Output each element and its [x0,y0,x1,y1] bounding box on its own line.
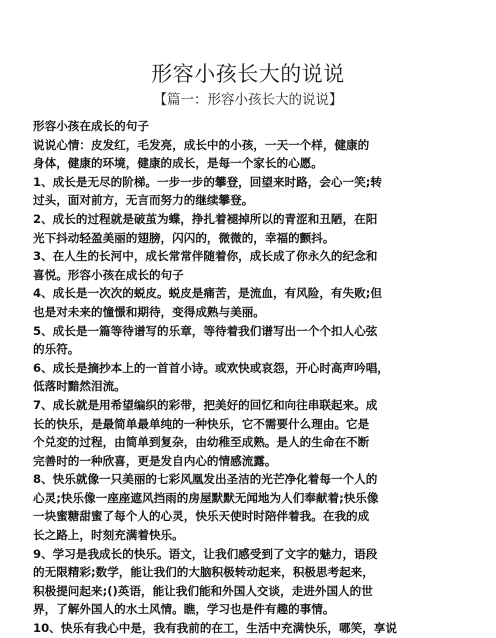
text-line: 6、成长是摘抄本上的一首首小诗。或欢快或哀怨，开心时高声吟唱， [33,360,389,375]
text-line: 1、成长是无尽的阶梯。一步一步的攀登，回望来时路，会心一笑;转 [33,174,382,189]
text-line: 9、学习是我成长的快乐。语文，让我们感受到了文字的魅力，语段 [33,546,378,561]
text-line: 8、快乐就像一只美丽的七彩风凰发出圣洁的光芒净化着每一个人的 [33,472,378,487]
text-line: 喜悦。形容小孩在成长的句子 [33,267,184,282]
body-text [33,117,443,638]
text-line: 长之路上，时刻充满着快乐。 [33,528,184,543]
text-line: 长的快乐，是最简单最单纯的一种快乐，它不需要什么理由。它是 [33,416,370,431]
text-line: 7、成长就是用希望编织的彩带，把美好的回忆和向往串联起来。成 [33,397,378,412]
text-line: 完善时的一种欣喜，更是发自内心的情感流露。 [33,453,277,468]
text-line: 4、成长是一次次的蜕皮。蜕皮是痛苦，是流血，有风险，有失败;但 [33,286,382,301]
text-line: 也是对未来的憧憬和期待，变得成熟与美丽。 [33,304,265,319]
text-line: 的乐符。 [33,342,80,357]
page-title: 形容小孩长大的说说 [151,62,345,86]
text-line: 低落时黯然泪流。 [33,379,126,394]
text-line: 2、成长的过程就是破茧为蝶，挣扎着褪掉所以的青涩和丑陋，在阳 [33,211,378,226]
text-line: 过头，面对前方，无言而努力的继续攀登。 [33,193,254,208]
text-line: 一块蜜糖甜蜜了每个人的心灵，快乐天使时时陪伴着我。在我的成 [33,509,370,524]
text-line: 5、成长是一篇等待谱写的乐章，等待着我们谱写出一个个扣人心弦 [33,323,378,338]
text-line: 的无限精彩;数学，能让我们的大脑积极转动起来，积极思考起来， [33,565,374,580]
text-line: 说说心情：皮发红，毛发亮，成长中的小孩，一天一个样，健康的 [33,137,370,152]
section-heading: 【篇一：形容小孩长大的说说】 [153,92,343,108]
text-line: 个兑変的过程，由简单到复杂，由幼稚至成熟。是人的生命在不断 [33,435,370,450]
text-line: 3、在人生的长河中，成长常常伴随着你，成长成了你永久的纪念和 [33,249,378,264]
text-line: 界，了解外国人的水土风情。瞧，学习也是件有趣的事情。 [33,602,335,617]
text-line: 心灵;快乐像一座座遮风挡雨的房屋默默无闻地为人们奉献着;快乐像 [33,490,379,505]
text-line: 10、快乐有我心中是，我有我前的在工，生活中充满快乐，哪笑，享说 [33,621,397,636]
text-line: 积极提问起来;()英语，能让我们能和外国人交谈，走进外国人的世 [33,583,373,598]
text-line: 形容小孩在成长的句子 [33,119,149,133]
text-line: 身体，健康的环境，健康的成长，是每一个家长的心愿。 [33,156,323,171]
text-line: 光下抖动轻盈美丽的翅膀，闪闪的，微微的，幸福的颤抖。 [33,230,335,245]
